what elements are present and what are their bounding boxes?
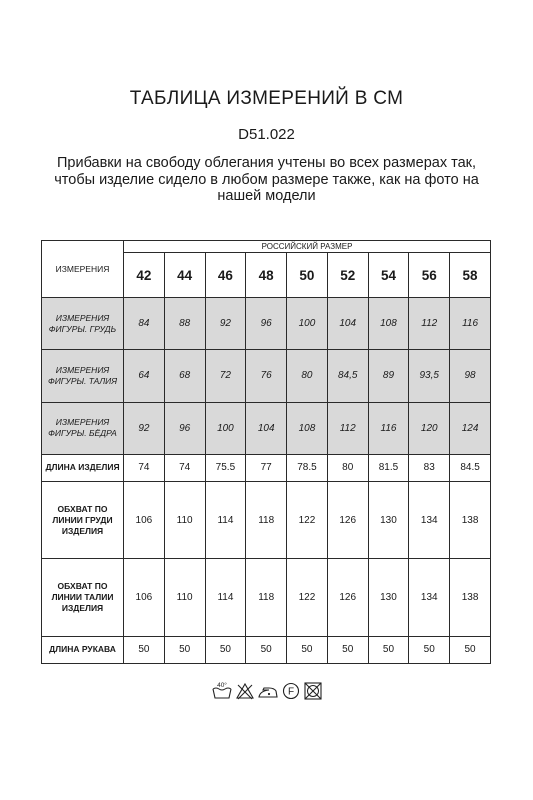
table-cell: 92 [205,298,246,350]
table-cell: 84 [124,298,165,350]
table-cell: 83 [409,454,450,481]
table-row [42,636,491,663]
table-cell: 84.5 [450,454,491,481]
row-label: ИЗМЕРЕНИЯ ФИГУРЫ. ТАЛИЯ [42,350,124,402]
table-cell: 130 [368,482,409,559]
table-cell: 126 [327,559,368,636]
table-cell: 50 [450,636,491,663]
table-cell: 134 [409,482,450,559]
table-cell: 50 [327,636,368,663]
iron-low-icon [257,679,279,701]
table-cell: 50 [205,636,246,663]
russian-size-header: РОССИЙСКИЙ РАЗМЕР [124,241,491,253]
row-label: ИЗМЕРЕНИЯ ФИГУРЫ. БЁДРА [42,402,124,454]
product-code: D51.022 [238,126,295,143]
table-cell: 81.5 [368,454,409,481]
table-cell: 84,5 [327,350,368,402]
dryclean-f-icon [281,679,301,701]
table-cell: 89 [368,350,409,402]
corner-label: ИЗМЕРЕНИЯ [42,241,124,298]
size-head: 48 [246,253,287,298]
table-row [42,559,491,636]
table-cell: 50 [164,636,205,663]
table-cell: 76 [246,350,287,402]
dryclean-letter: F [287,686,294,698]
size-head: 50 [287,253,328,298]
table-cell: 116 [368,402,409,454]
table-cell: 96 [164,402,205,454]
table-cell: 110 [164,559,205,636]
row-label: ИЗМЕРЕНИЯ ФИГУРЫ. ГРУДЬ [42,298,124,350]
wash-temp-label: 40° [216,682,227,689]
table-cell: 126 [327,482,368,559]
table-cell: 72 [205,350,246,402]
row-label: ОБХВАТ ПО ЛИНИИ ГРУДИ ИЗДЕЛИЯ [42,482,124,559]
size-head: 56 [409,253,450,298]
size-head: 58 [450,253,491,298]
table-cell: 134 [409,559,450,636]
size-head: 46 [205,253,246,298]
table-cell: 108 [287,402,328,454]
table-cell: 138 [450,559,491,636]
table-cell: 100 [287,298,328,350]
table-cell: 106 [124,482,165,559]
table-cell: 50 [287,636,328,663]
table-cell: 100 [205,402,246,454]
table-cell: 78.5 [287,454,328,481]
table-cell: 110 [164,482,205,559]
care-icons [0,678,533,702]
table-cell: 50 [368,636,409,663]
table-cell: 50 [124,636,165,663]
size-head: 54 [368,253,409,298]
no-bleach-icon [235,679,255,701]
table-cell: 80 [287,350,328,402]
table-cell: 88 [164,298,205,350]
table-row [42,350,491,402]
table-cell: 116 [450,298,491,350]
table-cell: 64 [124,350,165,402]
size-chart-table [41,240,491,664]
no-tumble-dry-icon [303,679,323,701]
page-title: ТАБЛИЦА ИЗМЕРЕНИЙ В СМ [129,88,404,109]
table-cell: 112 [327,402,368,454]
table-cell: 77 [246,454,287,481]
table-cell: 114 [205,559,246,636]
table-cell: 50 [409,636,450,663]
table-cell: 74 [124,454,165,481]
table-row [42,298,491,350]
row-label: ОБХВАТ ПО ЛИНИИ ТАЛИИ ИЗДЕЛИЯ [42,559,124,636]
row-label: ДЛИНА РУКАВА [42,636,124,663]
table-cell: 118 [246,559,287,636]
size-head: 52 [327,253,368,298]
table-cell: 108 [368,298,409,350]
table-cell: 124 [450,402,491,454]
table-row [42,482,491,559]
wash-40-icon [211,679,233,701]
table-cell: 118 [246,482,287,559]
table-cell: 104 [246,402,287,454]
table-cell: 98 [450,350,491,402]
row-label: ДЛИНА ИЗДЕЛИЯ [42,454,124,481]
table-cell: 50 [246,636,287,663]
table-cell: 112 [409,298,450,350]
table-cell: 80 [327,454,368,481]
table-cell: 106 [124,559,165,636]
table-cell: 74 [164,454,205,481]
table-cell: 122 [287,559,328,636]
table-cell: 130 [368,559,409,636]
table-cell: 122 [287,482,328,559]
table-cell: 138 [450,482,491,559]
fit-description: Прибавки на свободу облегания учтены во всех размерах так, чтобы изделие сидело в любом размере также, как на фото на нашей модели [54,155,479,204]
table-cell: 96 [246,298,287,350]
table-cell: 75.5 [205,454,246,481]
table-cell: 93,5 [409,350,450,402]
table-cell: 120 [409,402,450,454]
table-cell: 114 [205,482,246,559]
table-cell: 104 [327,298,368,350]
size-head: 44 [164,253,205,298]
size-head: 42 [124,253,165,298]
table-row [42,402,491,454]
table-row [42,454,491,481]
table-cell: 68 [164,350,205,402]
table-cell: 92 [124,402,165,454]
